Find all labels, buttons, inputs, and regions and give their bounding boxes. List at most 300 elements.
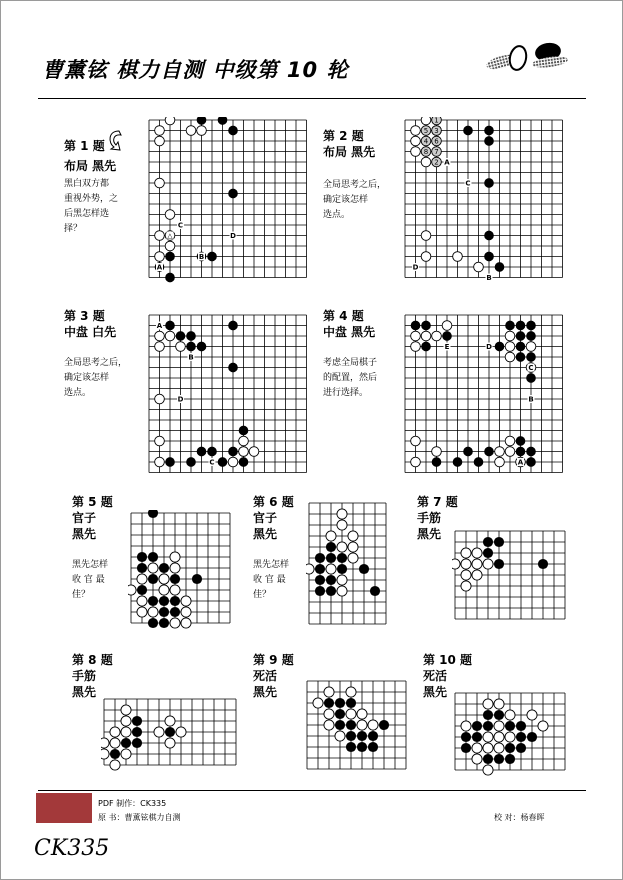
white-stone <box>137 596 147 606</box>
white-stone <box>483 765 493 775</box>
black-stone <box>526 457 536 467</box>
black-stone <box>228 321 238 331</box>
black-stone <box>526 352 536 362</box>
black-stone <box>165 727 175 737</box>
go-board-problem-9 <box>304 678 412 778</box>
white-stone <box>176 342 186 352</box>
arrow-icon <box>104 128 124 152</box>
white-stone <box>346 687 356 697</box>
black-stone <box>132 738 142 748</box>
black-stone <box>315 586 325 596</box>
problem-9-type: 死活 <box>253 669 278 683</box>
white-stone <box>368 720 378 730</box>
black-stone <box>421 321 431 331</box>
black-stone <box>132 727 142 737</box>
white-stone <box>324 687 334 697</box>
problem-3-note: 全局思考之后， 确定该怎样 选点。 <box>64 358 128 398</box>
white-stone <box>326 531 336 541</box>
white-stone <box>505 447 515 457</box>
problem-5-type: 官子 <box>72 511 97 525</box>
black-stone <box>326 553 336 563</box>
white-stone <box>461 570 471 580</box>
white-stone <box>461 548 471 558</box>
white-stone <box>155 457 165 467</box>
black-stone <box>484 231 494 241</box>
white-stone <box>483 743 493 753</box>
white-stone <box>505 436 515 446</box>
point-mark: A <box>444 158 450 167</box>
white-stone <box>155 252 165 262</box>
problem-4-note: 考虑全局棋子 的配置，然后 进行选择。 <box>323 358 378 398</box>
black-stone <box>368 731 378 741</box>
black-stone <box>315 553 325 563</box>
white-stone <box>155 342 165 352</box>
white-stone <box>483 732 493 742</box>
black-stone <box>495 262 505 272</box>
black-stone <box>207 252 217 262</box>
black-stone <box>484 252 494 262</box>
white-stone <box>155 178 165 188</box>
black-stone <box>505 754 515 764</box>
black-stone <box>484 178 494 188</box>
white-stone <box>186 126 196 136</box>
black-stone <box>472 721 482 731</box>
problem-7-type: 手筋 <box>417 511 442 525</box>
white-stone <box>165 241 175 251</box>
black-stone <box>148 574 158 584</box>
problem-5-note: 黑先怎样 收 官 最 佳？ <box>72 560 109 600</box>
black-stone <box>494 559 504 569</box>
black-stone <box>170 574 180 584</box>
problem-9-number: 第 9 题 <box>253 653 294 667</box>
black-stone <box>148 618 158 628</box>
black-stone <box>228 126 238 136</box>
white-stone <box>538 721 548 731</box>
white-stone <box>337 520 347 530</box>
black-stone <box>461 732 471 742</box>
black-stone <box>461 743 471 753</box>
black-stone <box>494 754 504 764</box>
black-stone <box>197 447 207 457</box>
white-stone <box>121 705 131 715</box>
white-stone <box>101 749 109 759</box>
white-stone <box>170 585 180 595</box>
black-stone <box>526 447 536 457</box>
white-stone <box>101 738 109 748</box>
white-stone <box>159 574 169 584</box>
black-stone <box>165 457 175 467</box>
problem-1-number: 第 1 题 <box>64 139 105 153</box>
white-stone <box>411 457 421 467</box>
white-stone <box>249 447 259 457</box>
black-stone <box>335 698 345 708</box>
black-stone <box>324 698 334 708</box>
white-stone <box>411 436 421 446</box>
black-stone <box>526 321 536 331</box>
black-stone <box>474 457 484 467</box>
move-number: 2 <box>434 158 439 167</box>
move-number: 6 <box>434 137 439 146</box>
black-stone <box>159 618 169 628</box>
point-mark: D <box>177 395 184 404</box>
footer-color-block <box>36 793 92 823</box>
black-stone <box>494 710 504 720</box>
page-title: 曹薰铉 棋力自测 中级第 10 轮 <box>42 58 349 82</box>
white-stone <box>494 743 504 753</box>
black-stone <box>137 563 147 573</box>
black-stone <box>132 716 142 726</box>
black-stone <box>538 559 548 569</box>
black-stone <box>326 586 336 596</box>
black-stone <box>483 721 493 731</box>
white-stone <box>453 252 463 262</box>
white-stone <box>337 542 347 552</box>
white-stone <box>155 231 165 241</box>
white-stone <box>472 559 482 569</box>
problem-2-note: 全局思考之后， 确定该怎样 选点。 <box>323 180 387 220</box>
black-stone <box>495 342 505 352</box>
point-mark: C <box>209 458 215 467</box>
white-stone <box>121 727 131 737</box>
white-stone <box>337 575 347 585</box>
go-board-problem-2 <box>402 117 568 285</box>
go-board-problem-7 <box>452 528 578 626</box>
problem-3-number: 第 3 题 <box>64 309 105 323</box>
black-stone <box>197 117 207 125</box>
white-stone <box>461 581 471 591</box>
handwritten-signature: CK335 <box>34 836 110 861</box>
black-stone <box>315 575 325 585</box>
black-stone <box>315 564 325 574</box>
black-stone <box>346 742 356 752</box>
white-stone <box>170 618 180 628</box>
problem-6-number: 第 6 题 <box>253 495 294 509</box>
black-stone <box>165 273 175 283</box>
go-stones-logo <box>482 38 574 78</box>
white-stone <box>155 136 165 146</box>
problem-9-type2: 黑先 <box>253 685 278 699</box>
black-stone <box>463 126 473 136</box>
go-board-problem-3 <box>146 312 312 480</box>
white-stone <box>494 732 504 742</box>
move-number: 5 <box>423 127 429 135</box>
white-stone <box>411 331 421 341</box>
white-stone <box>335 731 345 741</box>
black-stone <box>159 596 169 606</box>
move-number: 8 <box>423 148 429 156</box>
white-stone <box>346 709 356 719</box>
white-stone <box>110 727 120 737</box>
white-stone <box>461 721 471 731</box>
black-stone <box>186 342 196 352</box>
black-stone <box>527 732 537 742</box>
white-stone <box>165 331 175 341</box>
white-stone <box>165 738 175 748</box>
white-stone <box>155 126 165 136</box>
problem-2-number: 第 2 题 <box>323 129 364 143</box>
white-stone <box>155 331 165 341</box>
white-stone <box>472 548 482 558</box>
black-stone <box>483 710 493 720</box>
problem-10-number: 第 10 题 <box>423 653 473 667</box>
black-stone <box>421 342 431 352</box>
footer-proofreader: 校 对：杨春晖 <box>494 813 545 822</box>
white-stone <box>505 342 515 352</box>
point-mark: D <box>412 263 419 272</box>
point-mark: D <box>230 232 236 240</box>
white-stone <box>181 596 191 606</box>
move-number: 7 <box>434 148 439 156</box>
black-stone <box>176 331 186 341</box>
white-stone <box>411 342 421 352</box>
white-stone <box>505 331 515 341</box>
black-stone <box>335 709 345 719</box>
black-stone <box>170 596 180 606</box>
black-stone <box>159 563 169 573</box>
black-stone <box>228 447 238 457</box>
white-stone <box>421 331 431 341</box>
black-stone <box>335 720 345 730</box>
black-stone <box>368 742 378 752</box>
black-stone <box>483 548 493 558</box>
problem-6-type2: 黑先 <box>253 527 278 541</box>
white-stone <box>197 126 207 136</box>
black-stone <box>218 457 228 467</box>
white-stone <box>505 732 515 742</box>
white-stone <box>165 117 175 125</box>
black-stone <box>484 447 494 457</box>
black-stone <box>337 553 347 563</box>
problem-10-type2: 黑先 <box>423 685 448 699</box>
problem-6-note: 黑先怎样 收 官 最 佳？ <box>253 560 290 600</box>
white-stone <box>505 352 515 362</box>
white-stone <box>239 447 249 457</box>
black-stone <box>463 447 473 457</box>
white-stone <box>176 727 186 737</box>
white-stone <box>495 457 505 467</box>
go-board-problem-10 <box>452 690 578 778</box>
problem-4-number: 第 4 题 <box>323 309 364 323</box>
white-stone <box>121 716 131 726</box>
white-stone <box>526 342 536 352</box>
black-stone <box>207 447 217 457</box>
black-stone <box>192 574 202 584</box>
white-stone <box>474 262 484 272</box>
problem-3-type: 中盘 白先 <box>64 325 117 339</box>
white-stone <box>461 559 471 569</box>
white-stone <box>121 749 131 759</box>
point-mark: B <box>486 274 492 282</box>
black-stone <box>218 117 228 125</box>
move-number: 4 <box>423 137 429 146</box>
problem-7-type2: 黑先 <box>417 527 442 541</box>
black-stone <box>516 331 526 341</box>
white-stone <box>137 607 147 617</box>
white-stone <box>357 720 367 730</box>
white-stone <box>337 509 347 519</box>
black-stone <box>148 596 158 606</box>
white-stone <box>411 136 421 146</box>
white-stone <box>170 563 180 573</box>
black-stone <box>170 607 180 617</box>
black-stone <box>411 321 421 331</box>
black-stone <box>494 537 504 547</box>
white-stone <box>483 699 493 709</box>
go-board-problem-5 <box>128 510 236 632</box>
black-stone <box>137 552 147 562</box>
white-stone <box>495 447 505 457</box>
problem-1-note: 黑白双方都 重视外势，之 后黑怎样选 择？ <box>64 179 119 234</box>
problem-8-type: 手筋 <box>72 669 97 683</box>
white-stone <box>154 727 164 737</box>
go-board-problem-4 <box>402 312 568 480</box>
white-stone <box>348 531 358 541</box>
white-stone <box>348 542 358 552</box>
white-stone <box>165 210 175 220</box>
white-stone <box>306 564 314 574</box>
black-stone <box>484 126 494 136</box>
white-stone <box>472 570 482 580</box>
point-mark: C <box>465 179 471 188</box>
problem-2-type: 布局 黑先 <box>323 145 376 159</box>
go-board-problem-1 <box>146 117 312 285</box>
move-number: 3 <box>434 127 439 135</box>
black-stone <box>516 436 526 446</box>
black-stone <box>148 510 158 518</box>
white-stone <box>494 699 504 709</box>
white-stone <box>348 553 358 563</box>
go-board-problem-8 <box>101 696 245 778</box>
black-stone <box>442 331 452 341</box>
point-mark: E <box>444 343 450 351</box>
white-stone <box>324 720 334 730</box>
point-mark: B <box>198 253 205 261</box>
go-board-problem-6 <box>306 500 394 634</box>
problem-8-type2: 黑先 <box>72 685 97 699</box>
problem-1-type: 布局 黑先 <box>64 159 117 173</box>
black-stone <box>516 447 526 457</box>
footer-divider <box>38 790 586 791</box>
white-stone <box>432 331 442 341</box>
white-stone <box>181 607 191 617</box>
black-stone <box>165 321 175 331</box>
white-stone <box>239 436 249 446</box>
black-stone <box>337 564 347 574</box>
white-stone <box>421 231 431 241</box>
point-mark: B <box>188 353 194 362</box>
white-stone <box>165 716 175 726</box>
black-stone <box>110 749 120 759</box>
black-stone <box>186 331 196 341</box>
black-stone <box>516 743 526 753</box>
point-mark: A <box>517 458 524 467</box>
white-stone <box>472 754 482 764</box>
problem-6-type: 官子 <box>253 511 278 525</box>
black-stone <box>239 457 249 467</box>
white-stone <box>442 321 452 331</box>
white-stone <box>148 563 158 573</box>
black-stone <box>516 352 526 362</box>
white-stone <box>181 618 191 628</box>
footer-original-book: 原 书：曹薰铉棋力自测 <box>98 813 181 822</box>
white-stone <box>148 607 158 617</box>
black-stone <box>197 342 207 352</box>
point-mark: A <box>156 263 163 272</box>
white-stone <box>326 564 336 574</box>
white-stone <box>110 760 120 770</box>
white-stone <box>472 743 482 753</box>
black-stone <box>526 373 536 383</box>
black-stone <box>505 321 515 331</box>
white-stone <box>527 710 537 720</box>
black-stone <box>121 738 131 748</box>
footer-pdf-credit: PDF 制作：CK335 <box>98 799 167 808</box>
white-stone <box>110 738 120 748</box>
problem-7-number: 第 7 题 <box>417 495 458 509</box>
white-stone <box>128 585 136 595</box>
black-stone <box>516 732 526 742</box>
black-stone <box>359 564 369 574</box>
title-divider <box>38 98 586 99</box>
black-stone <box>505 721 515 731</box>
white-stone <box>155 436 165 446</box>
white-stone <box>313 698 323 708</box>
white-stone <box>137 574 147 584</box>
black-stone <box>228 363 238 373</box>
black-stone <box>159 607 169 617</box>
point-mark: A <box>156 322 163 330</box>
black-stone <box>483 754 493 764</box>
point-mark: C <box>528 364 534 372</box>
white-stone <box>505 710 515 720</box>
white-stone <box>483 559 493 569</box>
white-stone <box>452 559 460 569</box>
black-stone <box>370 586 380 596</box>
white-stone <box>159 585 169 595</box>
white-stone <box>357 709 367 719</box>
white-stone <box>421 117 431 125</box>
white-stone <box>337 586 347 596</box>
black-stone <box>357 742 367 752</box>
problem-4-type: 中盘 黑先 <box>323 325 376 339</box>
point-mark: D <box>486 343 492 351</box>
white-stone <box>421 157 431 167</box>
white-stone <box>324 709 334 719</box>
white-stone <box>170 552 180 562</box>
black-stone <box>346 698 356 708</box>
problem-5-number: 第 5 题 <box>72 495 113 509</box>
move-number: 1 <box>434 117 439 125</box>
black-stone <box>228 189 238 199</box>
black-stone <box>483 537 493 547</box>
black-stone <box>484 136 494 146</box>
black-stone <box>379 720 389 730</box>
black-stone <box>505 743 515 753</box>
problem-5-type2: 黑先 <box>72 527 97 541</box>
black-stone <box>326 542 336 552</box>
white-stone <box>155 394 165 404</box>
problem-8-number: 第 8 题 <box>72 653 113 667</box>
black-stone <box>186 457 196 467</box>
black-stone <box>432 457 442 467</box>
black-stone <box>472 732 482 742</box>
black-stone <box>357 731 367 741</box>
black-stone <box>239 426 249 436</box>
black-stone <box>346 720 356 730</box>
white-stone <box>421 252 431 262</box>
black-stone <box>526 331 536 341</box>
point-mark: C <box>177 221 184 230</box>
